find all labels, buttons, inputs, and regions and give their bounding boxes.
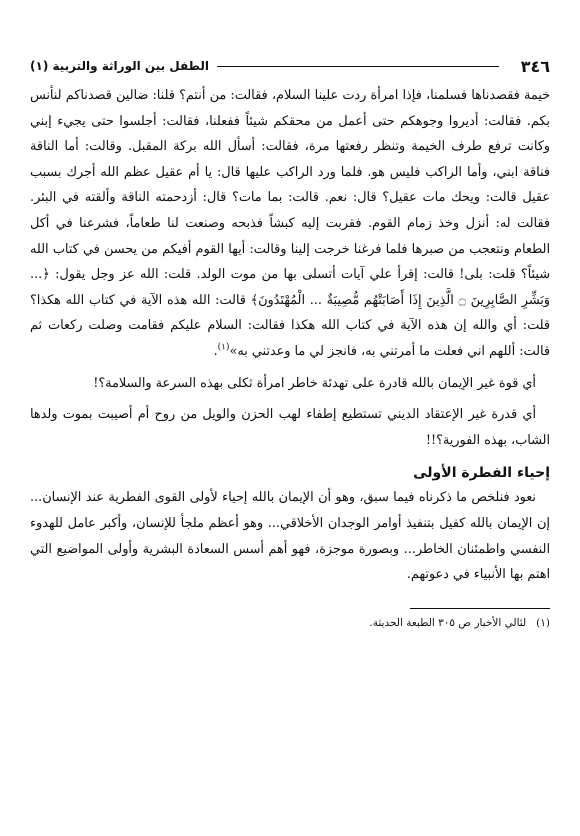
story-paragraph [30,83,550,365]
footnotes-section [30,608,550,631]
section-heading: إحياء الفطرة الأولى [413,465,550,482]
question-paragraph-1: أي قوة غير الإيمان بالله قادرة على تهدئة خاطر امرأة ثكلى بهذه السرعة والسلامة؟! [93,375,536,391]
footnote-number: (١) [536,616,550,629]
footnote-text: لئالي الأخبار ص ٣٠٥ الطبعة الحديثة. [369,616,527,629]
conclusion-paragraph: نعود فنلخص ما ذكرناه فيما سبق، وهو أن الإيمان بالله إحياء لأولى القوى الفطرية عند الإنسان... إن الإيمان بالله كفيل بتنفيذ أوامر الوجدان الأخلاقي... وهو أعظم ملجأ للإنسان، وأكبر عامل للهدوء النفسي واطمئنان الخاطر... وبصورة موجزة، فهو أهم أسس السعادة البشرية وأولى المواضيع التي اهتم بها الأنبياء في دعوتهم. [30,490,550,583]
question-paragraph-2: أي قدرة غير الإعتقاد الديني تستطيع إطفاء لهب الحزن والويل من روح أم أصيبت بموت ولدها الشاب، بهذه الفورية؟!! [30,407,550,448]
header-rule [217,66,499,67]
story-text: خيمة فقصدناها فسلمنا، فإذا امرأة ردت علينا السلام، فقالت: من أنتم؟ قلنا: ضالين قصدناكم لنأنس بكم. فقالت: أديروا وجوهكم حتى أعمل من محقكم شيئاً ففعلنا، فقالت: أجلسوا حتى يجيء إبني وكانت ترفع طرف الخيمة وتنظر رفعتها مرة، فقالت: أسأل الله بركة المقبل. وقالت: أما الناقة فناقة ابني، وأما الراكب فليس هو. فلما ورد الراكب عليها قال: يا أم عقيل عظم الله أجرك بسبب عقيل قالت: ويحك مات عقيل؟ قال: نعم. قالت: بما مات؟ قال: أزدحمته الناقة وألقته في البئر. فقالت له: أنزل وخذ زمام القوم. فقربت إليه كبشاً فذبحه وصنعت لنا طعاماً، فشرعنا في أكل الطعام ونتعجب من صبرها فلما فرغنا خرجت إلينا وقالت: أيها القوم أفيكم من يحسن في كتاب الله شيئاً؟ قلت: بلى! قالت: إقرأ علي آيات أتسلى بها من موت الولد. قلت: الله عز وجل يقول: ﴿... وَبَشِّرِ الصَّابِرِينَ ۝ الَّذِينَ إِذَا أَصَابَتْهُم مُّصِيبَةٌ ... الْمُهْتَدُونَ﴾ قالت: الله هذه الآية في كتاب الله هكذا؟ قلت: أي والله إن هذه الآية في كتاب الله هكذا فقالت: السلام عليكم فقامت وصلت ركعات ثم قالت: أللهم اني فعلت ما أمرتني به، فانجز لي ما وعدتني به» [30,88,550,359]
footnote-item [30,615,550,631]
footnote-rule [410,608,550,609]
book-page [30,55,550,631]
story-end-mark: . [213,343,218,359]
page-number: ٣٤٦ [520,56,550,76]
footnote-reference[interactable]: (١) [217,342,230,353]
running-header [30,55,550,77]
running-title: الطفل بين الوراثة والتربية (١) [30,59,209,73]
